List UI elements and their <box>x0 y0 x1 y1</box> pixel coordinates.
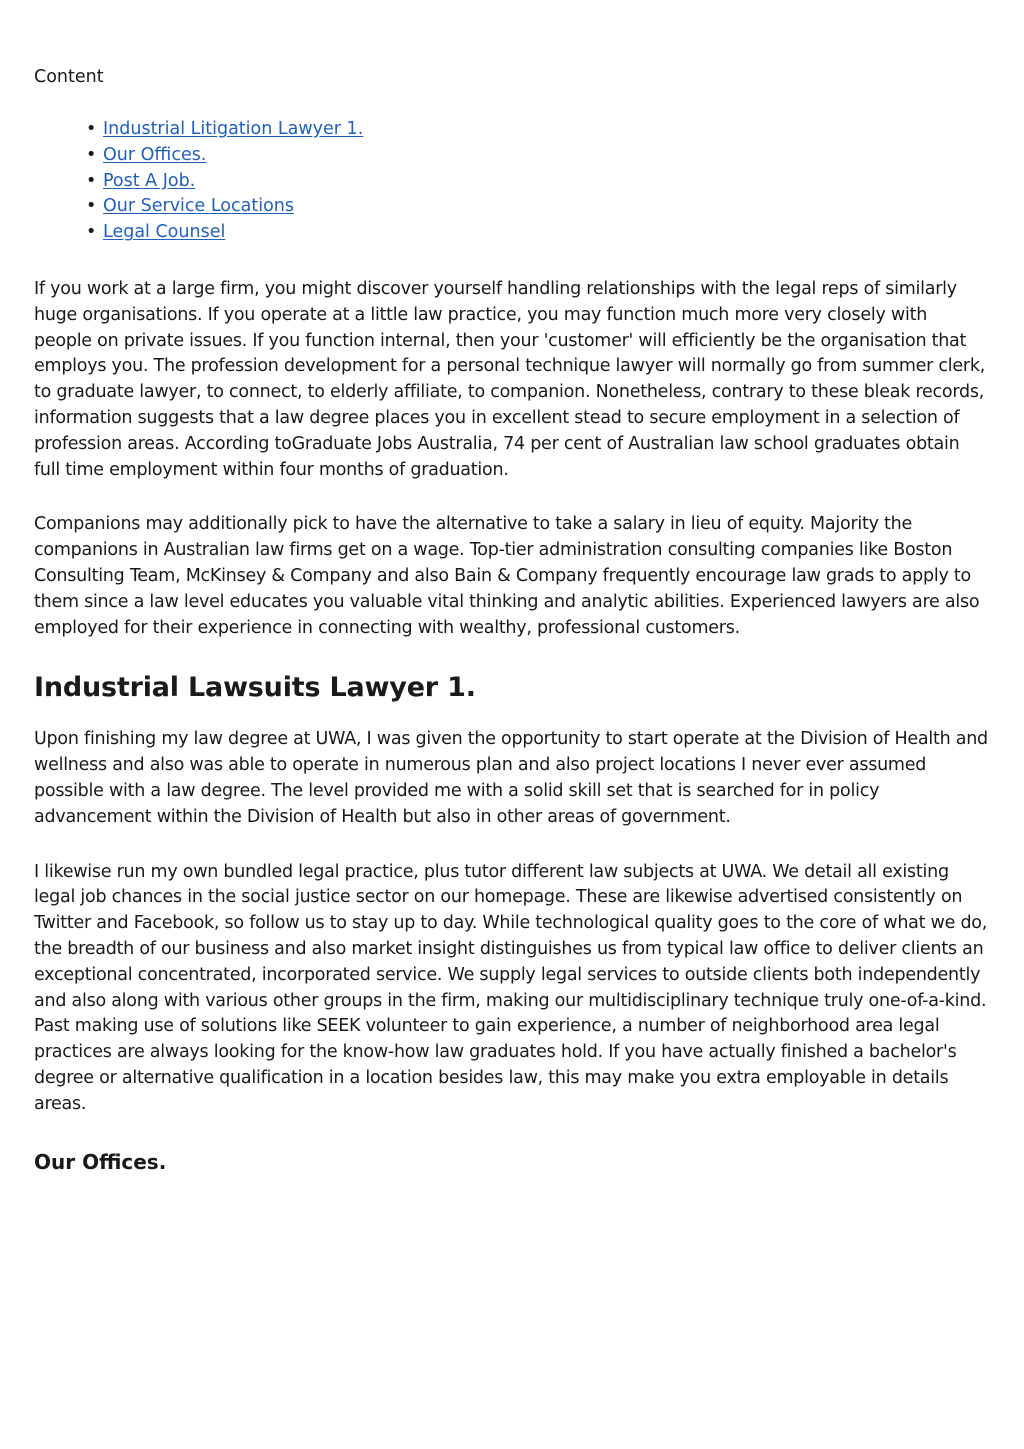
section-heading: Industrial Lawsuits Lawyer 1. <box>34 672 476 704</box>
toc-item <box>86 143 990 169</box>
toc-item <box>86 194 990 220</box>
table-of-contents <box>34 117 990 246</box>
body-paragraph: Companions may additionally pick to have the alternative to take a salary in lieu of equity. Majority the companions in Australian law firms get on a wage. Top-tier administration consulting companies like Boston Consulting Team, McKinsey & Company and also Bain & Company frequently encourage law grads to apply to them since a law level educates you valuable vital thinking and analytic abilities. Experienced lawyers are also employed for their experience in connecting with wealthy, professional customers. <box>34 514 980 638</box>
toc-link-industrial-litigation-lawyer[interactable]: Industrial Litigation Lawyer 1. <box>103 119 364 139</box>
toc-link-post-a-job[interactable]: Post A Job. <box>103 170 196 191</box>
toc-link-legal-counsel[interactable]: Legal Counsel <box>103 222 226 243</box>
toc-item <box>86 169 990 195</box>
toc-link-our-service-locations[interactable]: Our Service Locations <box>103 196 294 217</box>
toc-link-our-offices[interactable]: Our Offices. <box>103 144 207 165</box>
toc-heading: Content <box>34 67 104 87</box>
body-paragraph: Upon finishing my law degree at UWA, I was given the opportunity to start operate at the Division of Health and wellness and also was able to operate in numerous plan and also project locations I never ever assumed possible with a law degree. The level provided me with a solid skill set that is searched for in policy advancement within the Division of Health but also in other areas of government. <box>34 729 988 827</box>
toc-item <box>86 220 990 246</box>
subsection-heading: Our Offices. <box>34 1149 167 1174</box>
body-paragraph: If you work at a large firm, you might discover yourself handling relationships with the legal reps of similarly huge organisations. If you operate at a little law practice, you may function much more very closely with people on private issues. If you function internal, then your 'customer' will efficiently be the organisation that employs you. The profession development for a personal technique lawyer will normally go from summer clerk, to graduate lawyer, to connect, to elderly affiliate, to companion. Nonetheless, contrary to these bleak records, information suggests that a law degree places you in excellent stead to secure employment in a selection of profession areas. According toGraduate Jobs Australia, 74 per cent of Australian law school graduates obtain full time employment within four months of graduation. <box>34 278 986 480</box>
toc-item <box>86 117 990 143</box>
body-paragraph: I likewise run my own bundled legal practice, plus tutor different law subjects at UWA. We detail all existing legal job chances in the social justice sector on our homepage. These are likewise advertised consistently on Twitter and Facebook, so follow us to stay up to day. While technological quality goes to the core of what we do, the breadth of our business and also market insight distinguishes us from typical law office to deliver clients an exceptional concentrated, incorporated service. We supply legal services to outside clients both independently and also along with various other groups in the firm, making our multidisciplinary technique truly one-of-a-kind. Past making use of solutions like SEEK volunteer to gain experience, a number of neighborhood area legal practices are always looking for the know-how law graduates hold. If you have actually finished a bachelor's degree or alternative qualification in a location besides law, this may make you extra employable in details areas. <box>34 861 988 1114</box>
